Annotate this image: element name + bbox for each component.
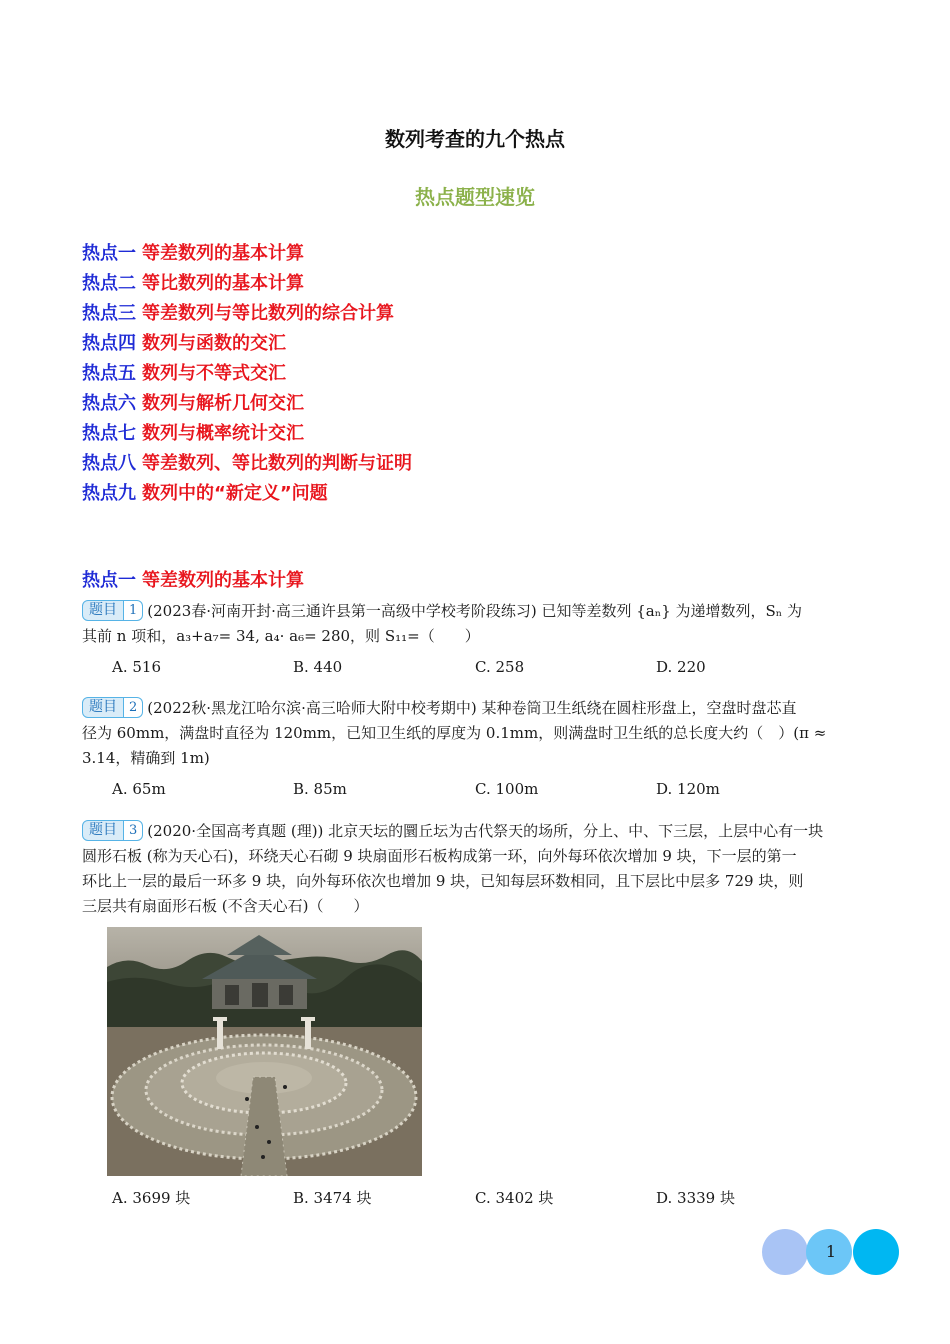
toc-label: 热点五 bbox=[82, 363, 136, 384]
toc-item bbox=[82, 419, 412, 449]
problem-tag bbox=[82, 820, 143, 841]
toc-item bbox=[82, 479, 412, 509]
toc-label: 热点二 bbox=[82, 273, 136, 294]
option-a[interactable]: A. 3699 块 bbox=[112, 1189, 191, 1207]
problem-text: 径为 60mm，满盘时直径为 120mm，已知卫生纸的厚度为 0.1mm，则满盘时卫生纸的总长度大约（ ）(π ≈ bbox=[82, 724, 827, 742]
toc-item bbox=[82, 239, 412, 269]
toc-title: 等差数列与等比数列的综合计算 bbox=[142, 303, 394, 324]
option-c[interactable]: C. 258 bbox=[475, 658, 525, 676]
problem-1 bbox=[82, 599, 872, 680]
toc-label: 热点八 bbox=[82, 453, 136, 474]
problem-text: 圆形石板 (称为天心石)，环绕天心石砌 9 块扇面形石板构成第一环，向外每环依次增加 9 块，下一层的第一 bbox=[82, 847, 797, 865]
problem-tag-label: 题目 bbox=[82, 600, 124, 621]
toc-title: 数列与概率统计交汇 bbox=[142, 423, 304, 444]
toc-item bbox=[82, 269, 412, 299]
toc-label: 热点七 bbox=[82, 423, 136, 444]
option-a[interactable]: A. 516 bbox=[112, 658, 161, 676]
problem-text: 环比上一层的最后一环多 9 块，向外每环依次也增加 9 块，已知每层环数相同，且下层比中层多 729 块，则 bbox=[82, 872, 804, 890]
toc-label: 热点一 bbox=[82, 243, 136, 264]
overview-heading: 热点题型速览 bbox=[415, 185, 535, 209]
toc-title: 等差数列、等比数列的判断与证明 bbox=[142, 453, 412, 474]
toc-title: 等比数列的基本计算 bbox=[142, 273, 304, 294]
problem-text: (2022秋·黑龙江哈尔滨·高三哈师大附中校考期中) 某种卷筒卫生纸绕在圆柱形盘上，空盘时盘芯直 bbox=[147, 699, 797, 717]
toc-title: 数列中的“新定义”问题 bbox=[142, 483, 328, 504]
problem-tag bbox=[82, 697, 143, 718]
section-label: 热点一 bbox=[82, 570, 136, 591]
option-b[interactable]: B. 3474 块 bbox=[293, 1189, 372, 1207]
problem-line bbox=[82, 696, 872, 721]
problem-tag-label: 题目 bbox=[82, 820, 124, 841]
option-c[interactable]: C. 3402 块 bbox=[475, 1189, 554, 1207]
document-title: 数列考查的九个热点 bbox=[385, 127, 565, 151]
problem-2 bbox=[82, 696, 872, 802]
section-name: 等差数列的基本计算 bbox=[142, 570, 304, 591]
problem-number: 2 bbox=[124, 697, 143, 718]
problem-text: (2020·全国高考真题 (理)) 北京天坛的圜丘坛为古代祭天的场所，分上、中、下三层，上层中心有一块 bbox=[147, 822, 824, 840]
toc-item bbox=[82, 359, 412, 389]
toc-title: 数列与函数的交汇 bbox=[142, 333, 286, 354]
toc-title: 数列与不等式交汇 bbox=[142, 363, 286, 384]
answer-options bbox=[82, 777, 872, 802]
toc-label: 热点四 bbox=[82, 333, 136, 354]
section-title bbox=[82, 566, 304, 592]
toc-item bbox=[82, 449, 412, 479]
toc-label: 热点六 bbox=[82, 393, 136, 414]
problem-text: 其前 n 项和，a₃+a₇= 34, a₄· a₆= 280，则 S₁₁=（ ） bbox=[82, 627, 480, 645]
toc-item bbox=[82, 329, 412, 359]
toc-title: 数列与解析几何交汇 bbox=[142, 393, 304, 414]
problem-line bbox=[82, 599, 872, 624]
option-c[interactable]: C. 100m bbox=[475, 780, 539, 798]
option-b[interactable]: B. 85m bbox=[293, 780, 347, 798]
option-d[interactable]: D. 220 bbox=[656, 658, 706, 676]
page-number: 1 bbox=[825, 1242, 837, 1261]
problem-tag bbox=[82, 600, 143, 621]
table-of-contents bbox=[82, 239, 412, 509]
option-d[interactable]: D. 120m bbox=[656, 780, 720, 798]
toc-item bbox=[82, 299, 412, 329]
toc-item bbox=[82, 389, 412, 419]
option-a[interactable]: A. 65m bbox=[112, 780, 166, 798]
problem-number: 1 bbox=[124, 600, 143, 621]
altar-illustration bbox=[107, 927, 422, 1176]
problem-text: (2023春·河南开封·高三通许县第一高级中学校考阶段练习) 已知等差数列 {aₙ} 为递增数列，Sₙ 为 bbox=[147, 602, 803, 620]
answer-options bbox=[82, 655, 872, 680]
problem-line bbox=[82, 819, 872, 844]
toc-title: 等差数列的基本计算 bbox=[142, 243, 304, 264]
problem-number: 3 bbox=[124, 820, 143, 841]
toc-label: 热点三 bbox=[82, 303, 136, 324]
option-b[interactable]: B. 440 bbox=[293, 658, 343, 676]
option-d[interactable]: D. 3339 块 bbox=[656, 1189, 735, 1207]
problem-text: 三层共有扇面形石板 (不含天心石)（ ） bbox=[82, 897, 369, 915]
toc-label: 热点九 bbox=[82, 483, 136, 504]
altar-photo bbox=[107, 927, 422, 1176]
problem-text: 3.14，精确到 1m) bbox=[82, 749, 210, 767]
problem-tag-label: 题目 bbox=[82, 697, 124, 718]
answer-options bbox=[82, 1187, 872, 1212]
problem-3 bbox=[82, 819, 872, 919]
